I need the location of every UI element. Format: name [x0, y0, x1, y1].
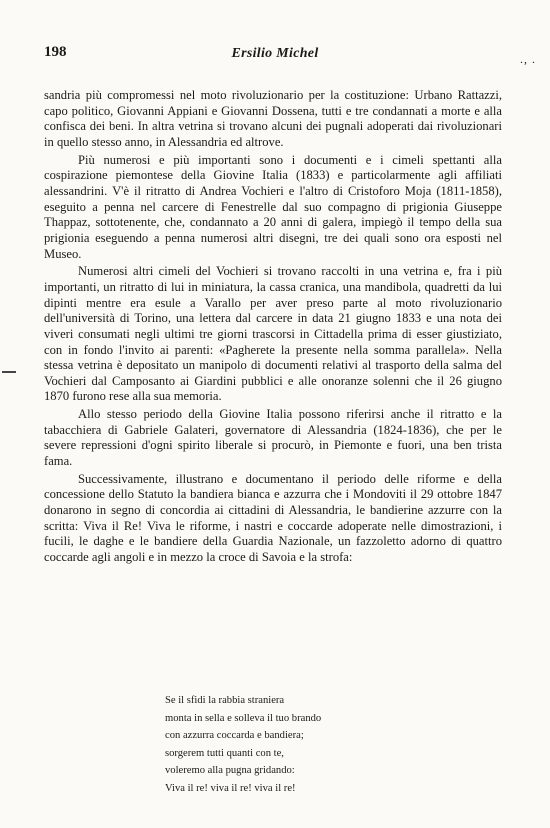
verse-line: Viva il re! viva il re! viva il re!: [165, 782, 296, 794]
paragraph: Allo stesso periodo della Giovine Italia possono riferirsi anche il ritratto e la tabacchiera di Gabriele Galateri, governatore di Alessandria (1824-1836), che per le severe repressioni d'ogni spirito liberale si procurò, in Piemonte e fuori, una ben trista fama.: [44, 407, 502, 469]
verse-line: monta in sella e solleva il tuo brando: [165, 712, 322, 724]
verse-line: sorgerem tutti quanti con te,: [165, 747, 284, 759]
verse-line: voleremo alla pugna gridando:: [165, 765, 295, 777]
corner-marks: ., .: [520, 52, 536, 66]
paragraph: Successivamente, illustrano e documentano il periodo delle riforme e della concessione dello Statuto la bandiera bianca e azzurra che i Mondoviti il 29 ottobre 1847 donarono in segno di concordia ai cittadini di Alessandria, le bandierine azzurre con la scritta: Viva il Re! Viva le riforme, i nastri e coccarde adoperate nelle dimostrazioni, i fucili, le daghe e le bandiere della Guardia Nazionale, un fazzoletto adorno di quattro coccarde agli angoli e in mezzo la croce di Savoia e la strofa:: [44, 471, 502, 565]
verse-stanza: [165, 692, 465, 798]
verse-line: con azzurra coccarda e bandiera;: [165, 730, 304, 742]
verse-line: Se il sfidi la rabbia straniera: [165, 695, 285, 706]
paragraph: Più numerosi e più importanti sono i documenti e i cimeli spettanti alla cospirazione piemontese della Giovine Italia (1833) e particolarmente agli affiliati alessandrini. V'è il ritratto di Andrea Vochieri e l'altro di Cristoforo Moja (1811-1858), eseguito a penna nel carcere di Fenestrelle dal suo compagno di prigionia Giuseppe Thappaz, sottotenente, che, condannato a 20 anni di galera, impiegò il tempo della sua prigionia eseguendo a penna numerosi altri disegni, tre dei quali sono ora esposti nel Museo.: [44, 152, 502, 261]
paragraph: Numerosi altri cimeli del Vochieri si trovano raccolti in una vetrina e, fra i più importanti, un ritratto di lui in miniatura, la cassa cranica, una mandibola, quadretti da lui dipinti mentre era esule a Varallo per aver preso parte al moto rivoluzionario dell'università di Torino, una lettera dal carcere in data 21 giugno 1833 e una nota dei viveri consumati negli ultimi tre giorni trascorsi in Cittadella prima di esser giustiziato, con in fondo l'invito ai parenti: «Pagherete la presente nella somma parallela». Nella stessa vetrina è depositato un manipolo di documenti relativi al trasporto della salma del Vochieri dal Camposanto ai Giardini pubblici e alle onoranze solenni che il 26 giugno 1870 furono rese alla sua memoria.: [44, 264, 502, 404]
body-text: [44, 88, 502, 568]
paragraph: sandria più compromessi nel moto rivoluzionario per la costituzione: Urbano Rattazzi, capo politico, Giovanni Appiani e Giovanni Dossena, tutti e tre condannati a morte e alla confisca dei beni. In altra vetrina si trovano alcuni dei pugnali adoperati dai rivoluzionari in quello stesso anno, in Alessandria ed altrove.: [44, 88, 502, 149]
margin-arrow-mark: [2, 369, 18, 375]
page-number: 198: [44, 44, 67, 60]
running-head: Ersilio Michel: [231, 46, 319, 61]
